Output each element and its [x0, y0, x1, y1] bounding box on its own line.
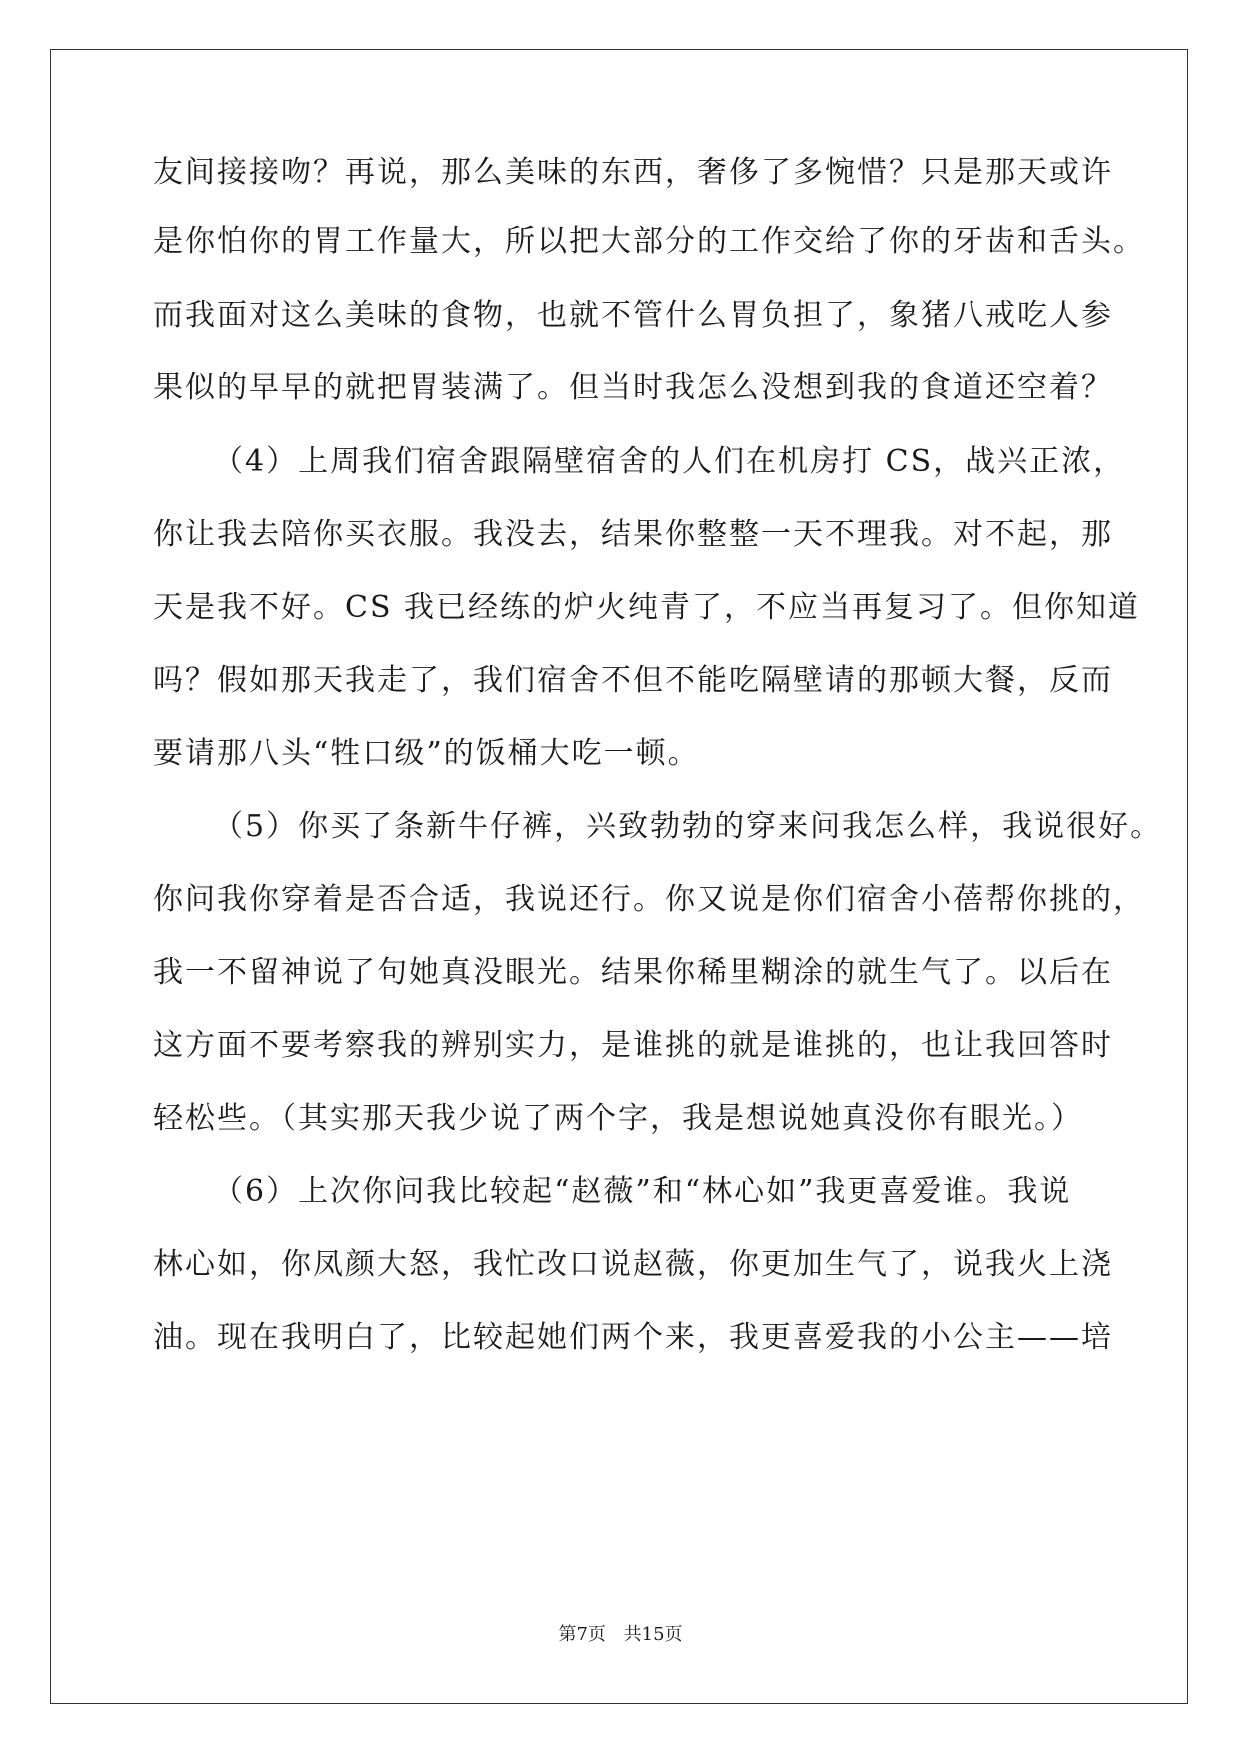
- paragraph-start-line: （4）上周我们宿舍跟隔壁宿舍的人们在机房打 CS，战兴正浓，: [213, 444, 1126, 479]
- text-line: 要请那八头“牲口级”的饭桶大吃一顿。: [153, 736, 700, 771]
- text-line: 轻松些。（其实那天我少说了两个字，我是想说她真没你有眼光。）: [153, 1101, 1083, 1136]
- text-line: 我一不留神说了句她真没眼光。结果你稀里糊涂的就生气了。以后在: [153, 955, 1113, 990]
- text-line: 是你怕你的胃工作量大，所以把大部分的工作交给了你的牙齿和舌头。: [153, 224, 1145, 259]
- paragraph-start-line: （5）你买了条新牛仔裤，兴致勃勃的穿来问我怎么样，我说很好。: [213, 809, 1163, 844]
- text-line: 而我面对这么美味的食物，也就不管什么胃负担了，象猪八戒吃人参: [153, 298, 1113, 333]
- page-footer: [0, 1623, 1241, 1647]
- paragraph-start-line: （6）上次你问我比较起“赵薇”和“林心如”我更喜爱谁。我说: [213, 1174, 1072, 1209]
- text-line: 这方面不要考察我的辨别实力，是谁挑的就是谁挑的，也让我回答时: [153, 1028, 1113, 1063]
- text-line: 你问我你穿着是否合适，我说还行。你又说是你们宿舍小蓓帮你挑的，: [153, 882, 1145, 917]
- text-line: 果似的早早的就把胃装满了。但当时我怎么没想到我的食道还空着？: [153, 370, 1113, 405]
- page-total: 共15页: [623, 1624, 683, 1645]
- page-number: 第7页: [558, 1624, 606, 1645]
- text-line: 油。现在我明白了，比较起她们两个来，我更喜爱我的小公主——培: [153, 1320, 1113, 1355]
- text-line: 天是我不好。CS 我已经练的炉火纯青了，不应当再复习了。但你知道: [153, 590, 1141, 625]
- text-line: 友间接接吻？再说，那么美味的东西，奢侈了多惋惜？只是那天或许: [153, 155, 1113, 190]
- text-line: 你让我去陪你买衣服。我没去，结果你整整一天不理我。对不起，那: [153, 517, 1113, 552]
- text-line: 吗？假如那天我走了，我们宿舍不但不能吃隔壁请的那顿大餐，反而: [153, 663, 1113, 698]
- text-line: 林心如，你凤颜大怒，我忙改口说赵薇，你更加生气了，说我火上浇: [153, 1247, 1113, 1282]
